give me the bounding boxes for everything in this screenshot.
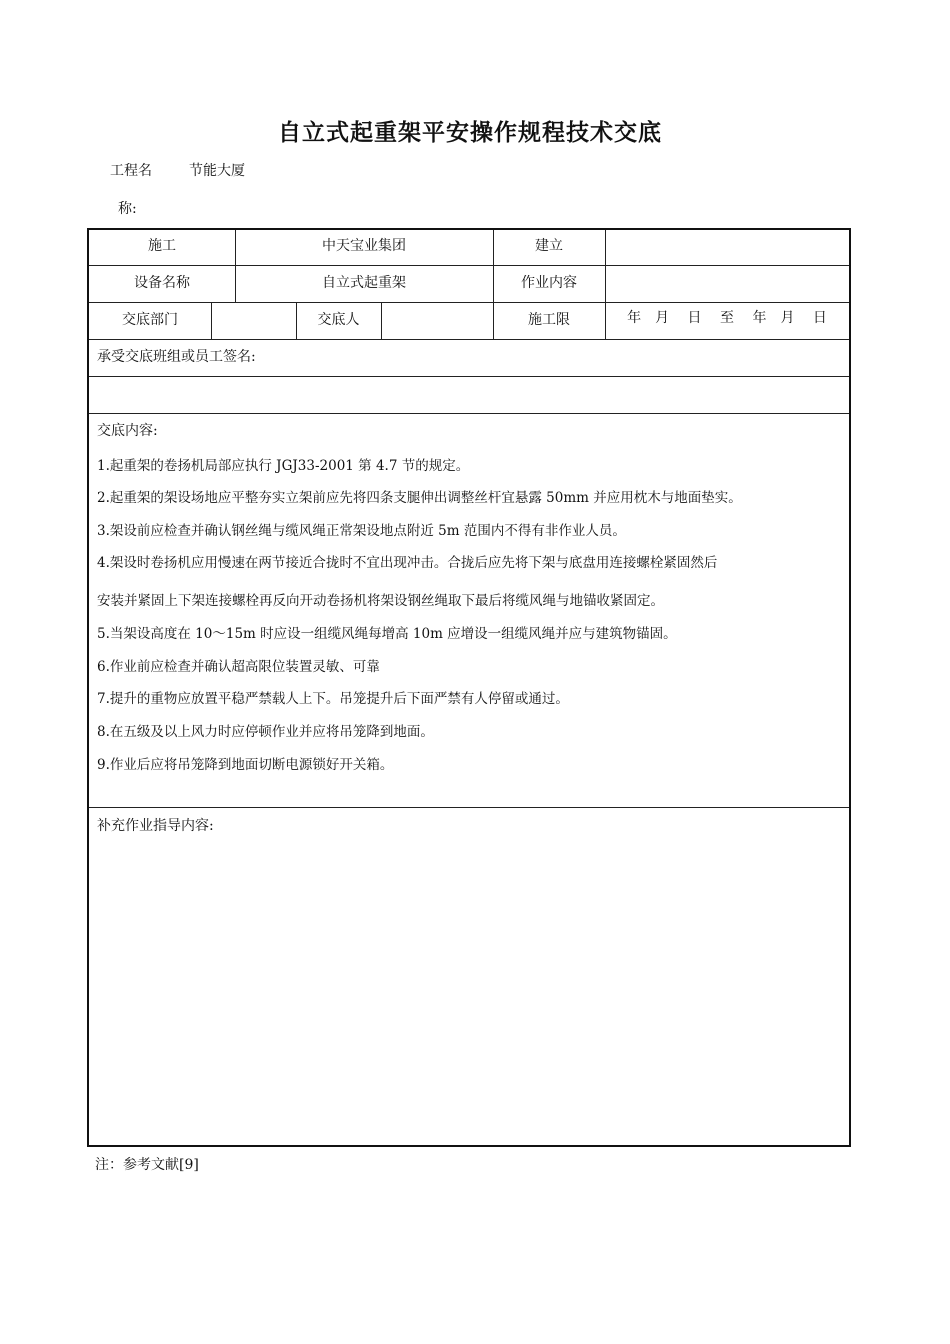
row-divider: [89, 413, 849, 414]
cell-period-label: 施工限: [528, 312, 570, 328]
col-divider: [211, 302, 212, 339]
content-item: 5.当架设高度在 10～15m 时应设一组缆风绳每增高 10m 应增设一组缆风绳并应与建筑物锚固。: [97, 626, 677, 642]
cell-briefer-label: 交底人: [317, 312, 360, 328]
page-title: 自立式起重架平安操作规程技术交底: [278, 120, 662, 146]
signature-label: 承受交底班组或员工签名:: [97, 349, 256, 365]
supplement-label: 补充作业指导内容:: [97, 818, 214, 834]
content-label: 交底内容:: [97, 423, 158, 439]
cell-construction-label: 施工: [148, 238, 176, 254]
handover-form-table: [87, 228, 851, 1147]
project-label: 工程名: [110, 163, 152, 179]
cell-department-label: 交底部门: [122, 312, 178, 328]
content-item: 7.提升的重物应放置平稳严禁载人上下。吊笼提升后下面严禁有人停留或通过。: [97, 691, 569, 707]
content-item: 1.起重架的卷扬机局部应执行 JGJ33-2001 第 4.7 节的规定。: [97, 458, 470, 474]
content-item: 3.架设前应检查并确认钢丝绳与缆风绳正常架设地点附近 5m 范围内不得有非作业人员。: [97, 523, 626, 539]
project-name: 节能大厦: [189, 163, 245, 179]
row-divider: [89, 339, 849, 340]
cell-work-content-label: 作业内容: [521, 275, 577, 291]
row-divider: [89, 265, 849, 266]
col-divider: [381, 302, 382, 339]
row-divider: [89, 807, 849, 808]
project-label-cont: 称:: [118, 201, 137, 217]
content-item: 6.作业前应检查并确认超高限位装置灵敏、可靠: [97, 659, 380, 675]
cell-supervision-label: 建立: [535, 238, 563, 254]
content-item: 9.作业后应将吊笼降到地面切断电源锁好开关箱。: [97, 757, 394, 773]
cell-period-value: 年 月 日 至 年 月 日: [627, 310, 827, 326]
footnote: 注：参考文献[9]: [95, 1157, 199, 1173]
row-divider: [89, 376, 849, 377]
content-item: 安装并紧固上下架连接螺栓再反向开动卷扬机将架设钢丝绳取下最后将缆风绳与地锚收紧固定。: [97, 593, 664, 609]
content-item: 8.在五级及以上风力时应停顿作业并应将吊笼降到地面。: [97, 724, 434, 740]
cell-equipment-name: 自立式起重架: [322, 275, 406, 291]
content-item: 2.起重架的架设场地应平整夯实立架前应先将四条支腿伸出调整丝杆宜悬露 50mm 并应用枕木与地面垫实。: [97, 490, 742, 506]
content-item: 4.架设时卷扬机应用慢速在两节接近合拢时不宜出现冲击。合拢后应先将下架与底盘用连接螺栓紧固然后: [97, 555, 718, 571]
cell-construction-unit: 中天宝业集团: [322, 238, 406, 254]
cell-equipment-label: 设备名称: [134, 275, 190, 291]
row-divider: [89, 302, 849, 303]
